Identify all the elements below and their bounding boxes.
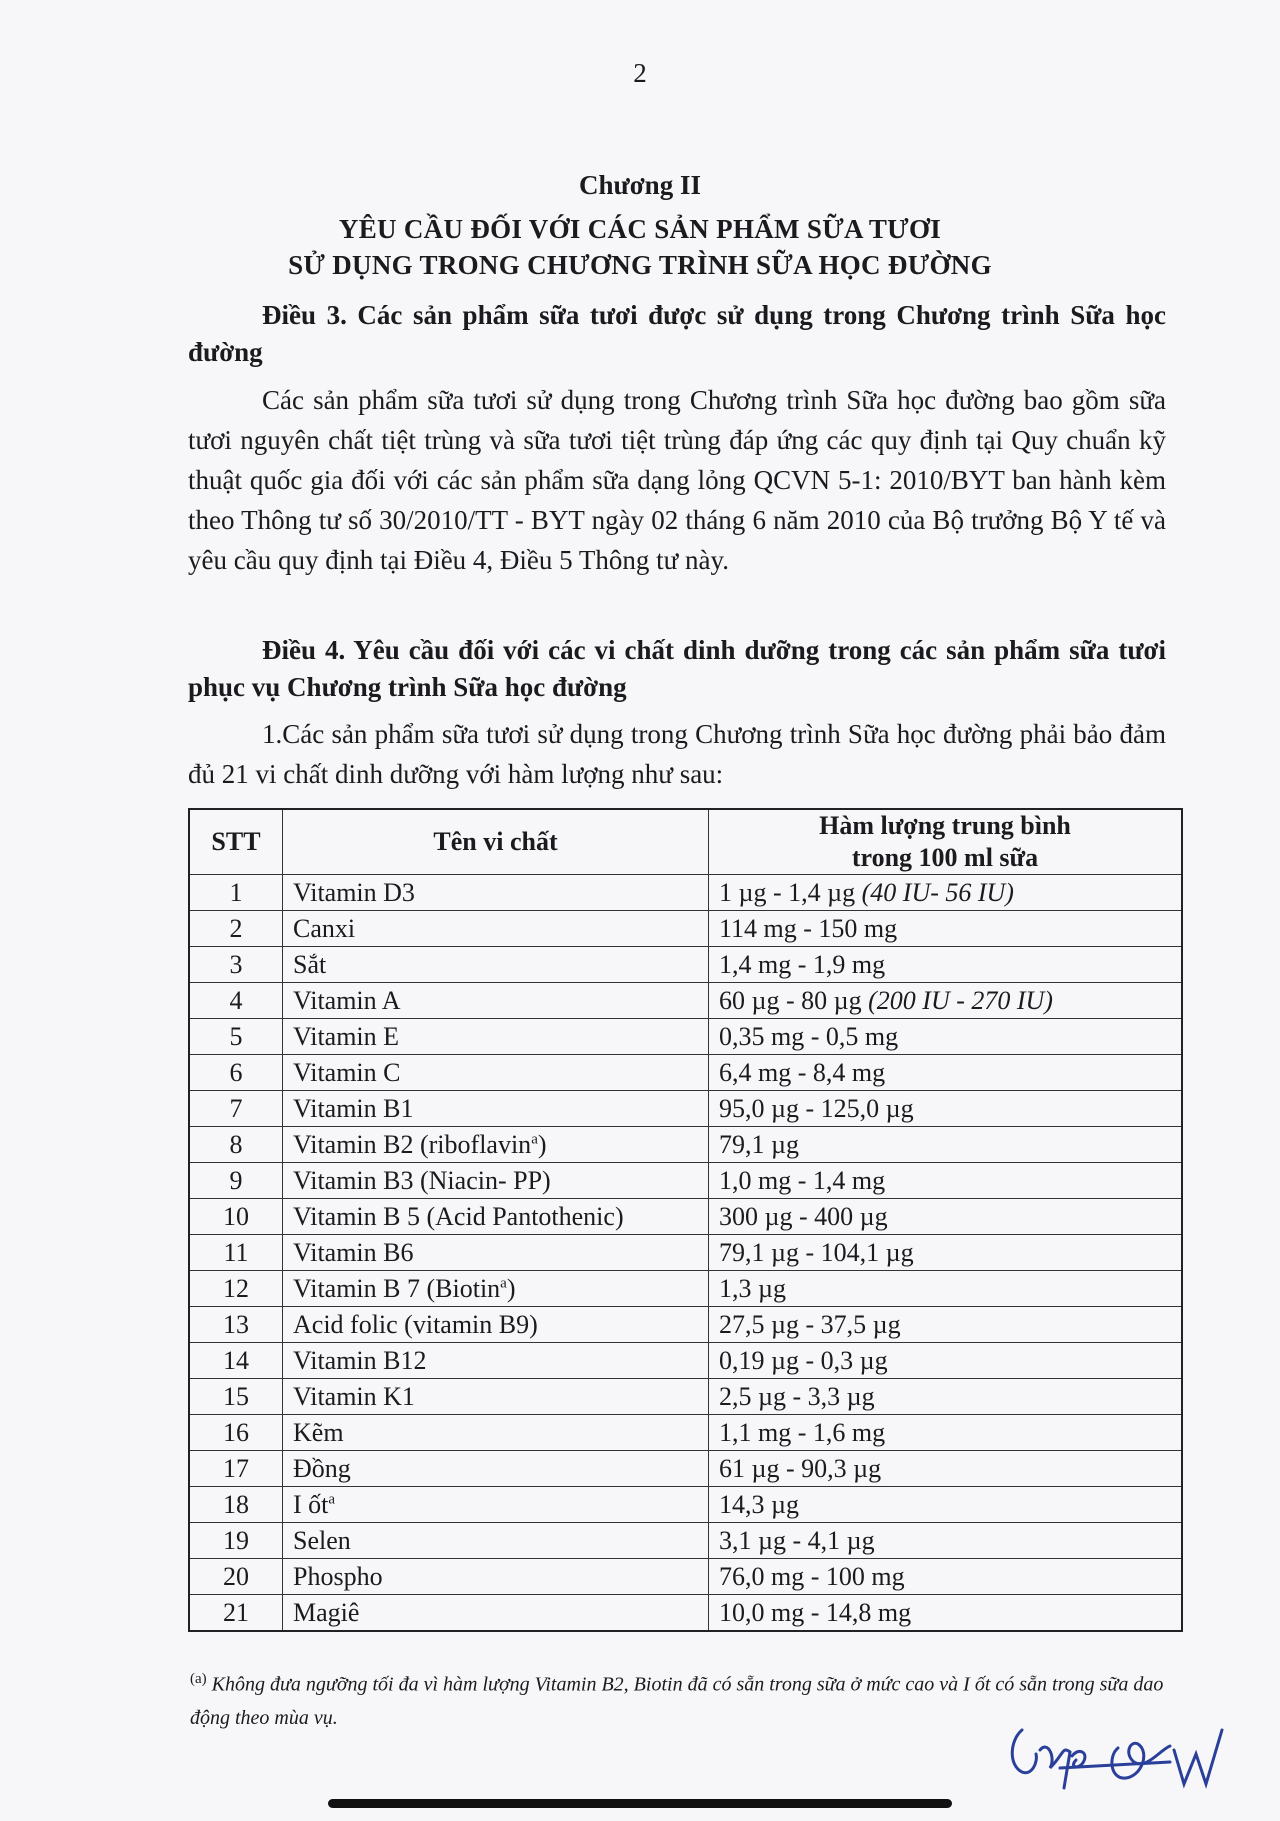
cell-name: [283, 1595, 709, 1632]
amount-iu: (40 IU- 56 IU): [861, 877, 1014, 907]
amount-value: 10,0 mg - 14,8 mg: [719, 1597, 912, 1627]
cell-stt: 15: [189, 1379, 283, 1415]
cell-stt: 3: [189, 947, 283, 983]
nutrient-name: Acid folic (vitamin B9): [293, 1309, 538, 1339]
cell-name: [283, 1055, 709, 1091]
header-name: Tên vi chất: [283, 809, 709, 875]
nutrient-name: Vitamin E: [293, 1021, 400, 1051]
amount-value: 6,4 mg - 8,4 mg: [719, 1057, 886, 1087]
nutrient-name: Sắt: [293, 949, 327, 979]
cell-name: [283, 1019, 709, 1055]
nutrient-name: Magiê: [293, 1597, 360, 1627]
cell-stt: 21: [189, 1595, 283, 1632]
amount-value: 114 mg - 150 mg: [719, 913, 898, 943]
amount-value: 1,1 mg - 1,6 mg: [719, 1417, 886, 1447]
nutrient-name: Đồng: [293, 1453, 351, 1483]
cell-stt: 12: [189, 1271, 283, 1307]
cell-amount: [709, 1271, 1183, 1307]
cell-name: [283, 1307, 709, 1343]
nutrient-name: Phospho: [293, 1561, 383, 1591]
nutrient-name-suffix: ): [537, 1129, 547, 1159]
table-row: [189, 1559, 1182, 1595]
chapter-heading: Chương II: [579, 170, 701, 200]
table-row: [189, 1127, 1182, 1163]
cell-amount: [709, 1343, 1183, 1379]
cell-name: [283, 1163, 709, 1199]
footnote-ref: a: [531, 1130, 538, 1147]
nutrient-name: Vitamin B2 (riboflavin: [293, 1129, 532, 1159]
table-row: [189, 1595, 1182, 1632]
cell-stt: 2: [189, 911, 283, 947]
article4-body: 1.Các sản phẩm sữa tươi sử dụng trong Chương trình Sữa học đường phải bảo đảm đủ 21 vi chất dinh dưỡng với hàm lượng như sau:: [188, 719, 1166, 789]
header-amount-line2: trong 100 ml sữa: [851, 843, 1039, 872]
amount-value: 1 µg - 1,4 µg: [719, 877, 856, 907]
nutrient-name: Vitamin B12: [293, 1345, 427, 1375]
cell-stt: 8: [189, 1127, 283, 1163]
header-amount: [709, 809, 1183, 875]
table-row: [189, 1379, 1182, 1415]
cell-stt: 1: [189, 875, 283, 911]
cell-stt: 14: [189, 1343, 283, 1379]
cell-name: [283, 1091, 709, 1127]
cell-amount: [709, 1019, 1183, 1055]
amount-value: 1,3 µg: [719, 1273, 786, 1303]
cell-name: [283, 1415, 709, 1451]
amount-value: 1,0 mg - 1,4 mg: [719, 1165, 886, 1195]
cell-stt: 16: [189, 1415, 283, 1451]
nutrient-name: I ốt: [293, 1489, 329, 1519]
nutrient-name: Vitamin B1: [293, 1093, 414, 1123]
amount-value: 2,5 µg - 3,3 µg: [719, 1381, 875, 1411]
amount-value: 76,0 mg - 100 mg: [719, 1561, 905, 1591]
amount-value: 0,35 mg - 0,5 mg: [719, 1021, 899, 1051]
cell-stt: 10: [189, 1199, 283, 1235]
cell-stt: 4: [189, 983, 283, 1019]
table-row: [189, 983, 1182, 1019]
table-row: [189, 1199, 1182, 1235]
cell-stt: 17: [189, 1451, 283, 1487]
cell-amount: [709, 1523, 1183, 1559]
cell-amount: [709, 1307, 1183, 1343]
cell-stt: 7: [189, 1091, 283, 1127]
cell-amount: [709, 947, 1183, 983]
table-row: [189, 1055, 1182, 1091]
chapter-title-line1: YÊU CẦU ĐỐI VỚI CÁC SẢN PHẨM SỮA TƯƠI: [338, 214, 942, 244]
cell-name: [283, 1235, 709, 1271]
handwritten-signature-icon: [1000, 1710, 1240, 1800]
nutrient-name: Selen: [293, 1525, 351, 1555]
cell-name: [283, 1451, 709, 1487]
cell-stt: 13: [189, 1307, 283, 1343]
cell-amount: [709, 1127, 1183, 1163]
table-row: [189, 1451, 1182, 1487]
table-row: [189, 1343, 1182, 1379]
footnote-ref: a: [500, 1274, 507, 1291]
cell-name: [283, 875, 709, 911]
nutrient-name: Vitamin D3: [293, 877, 415, 907]
page-number: 2: [633, 58, 647, 88]
amount-value: 60 µg - 80 µg: [719, 985, 862, 1015]
table-row: [189, 1415, 1182, 1451]
cell-name: [283, 1379, 709, 1415]
chapter-title-line2: SỬ DỤNG TRONG CHƯƠNG TRÌNH SỮA HỌC ĐƯỜNG: [288, 250, 992, 280]
cell-amount: [709, 1055, 1183, 1091]
amount-value: 0,19 µg - 0,3 µg: [719, 1345, 888, 1375]
amount-value: 95,0 µg - 125,0 µg: [719, 1093, 914, 1123]
table-row: [189, 1235, 1182, 1271]
cell-name: [283, 1487, 709, 1523]
cell-name: [283, 983, 709, 1019]
cell-amount: [709, 1163, 1183, 1199]
footnote-mark: (a): [190, 1671, 207, 1687]
table-body: [189, 875, 1182, 1632]
cell-amount: [709, 1379, 1183, 1415]
cell-amount: [709, 1451, 1183, 1487]
nutrient-name: Vitamin B3 (Niacin- PP): [293, 1165, 551, 1195]
header-stt: STT: [189, 809, 283, 875]
table-header-row: [189, 809, 1182, 875]
cell-stt: 11: [189, 1235, 283, 1271]
table-row: [189, 911, 1182, 947]
home-indicator-bar: [328, 1799, 952, 1808]
cell-name: [283, 947, 709, 983]
header-amount-line1: Hàm lượng trung bình: [819, 811, 1071, 840]
table-row: [189, 1091, 1182, 1127]
amount-value: 61 µg - 90,3 µg: [719, 1453, 882, 1483]
cell-stt: 20: [189, 1559, 283, 1595]
amount-value: 14,3 µg: [719, 1489, 799, 1519]
table-row: [189, 1019, 1182, 1055]
cell-amount: [709, 1199, 1183, 1235]
table-row: [189, 1163, 1182, 1199]
nutrient-name: Kẽm: [293, 1417, 344, 1447]
table-row: [189, 875, 1182, 911]
cell-name: [283, 911, 709, 947]
cell-amount: [709, 1487, 1183, 1523]
amount-value: 3,1 µg - 4,1 µg: [719, 1525, 875, 1555]
amount-value: 79,1 µg - 104,1 µg: [719, 1237, 914, 1267]
amount-value: 79,1 µg: [719, 1129, 799, 1159]
cell-name: [283, 1127, 709, 1163]
table-row: [189, 1523, 1182, 1559]
amount-value: 300 µg - 400 µg: [719, 1201, 888, 1231]
cell-name: [283, 1343, 709, 1379]
nutrient-name: Vitamin C: [293, 1057, 401, 1087]
cell-name: [283, 1559, 709, 1595]
nutrient-name: Vitamin B6: [293, 1237, 414, 1267]
nutrient-name: Vitamin B 7 (Biotin: [293, 1273, 501, 1303]
amount-value: 1,4 mg - 1,9 mg: [719, 949, 886, 979]
nutrient-name: Vitamin A: [293, 985, 401, 1015]
article4-heading: Điều 4. Yêu cầu đối với các vi chất dinh dưỡng trong các sản phẩm sữa tươi phục vụ Chương trình Sữa học đường: [188, 635, 1166, 702]
article3-heading: Điều 3. Các sản phẩm sữa tươi được sử dụng trong Chương trình Sữa học đường: [188, 300, 1166, 367]
cell-name: [283, 1523, 709, 1559]
nutrient-name: Canxi: [293, 913, 356, 943]
cell-amount: [709, 1415, 1183, 1451]
nutrient-name: Vitamin K1: [293, 1381, 415, 1411]
nutrient-name: Vitamin B 5 (Acid Pantothenic): [293, 1201, 624, 1231]
article3-body: Các sản phẩm sữa tươi sử dụng trong Chương trình Sữa học đường bao gồm sữa tươi nguyên chất tiệt trùng và sữa tươi tiệt trùng đáp ứng các quy định tại Quy chuẩn kỹ thuật quốc gia đối với các sản phẩm sữa dạng lỏng QCVN 5-1: 2010/BYT ban hành kèm theo Thông tư số 30/2010/TT - BYT ngày 02 tháng 6 năm 2010 của Bộ trưởng Bộ Y tế và yêu cầu quy định tại Điều 4, Điều 5 Thông tư này.: [188, 385, 1166, 575]
table-row: [189, 947, 1182, 983]
table-row: [189, 1307, 1182, 1343]
nutrient-name-suffix: ): [506, 1273, 516, 1303]
amount-value: 27,5 µg - 37,5 µg: [719, 1309, 901, 1339]
cell-amount: [709, 1091, 1183, 1127]
cell-stt: 19: [189, 1523, 283, 1559]
footnote-text: Không đưa ngưỡng tối đa vì hàm lượng Vitamin B2, Biotin đã có sẵn trong sữa ở mức cao và I ốt có sẵn trong sữa dao động theo mùa vụ.: [190, 1673, 1164, 1729]
nutrient-table: [188, 808, 1183, 1632]
cell-stt: 5: [189, 1019, 283, 1055]
cell-name: [283, 1199, 709, 1235]
amount-iu: (200 IU - 270 IU): [868, 985, 1053, 1015]
table-row: [189, 1271, 1182, 1307]
cell-amount: [709, 1235, 1183, 1271]
cell-stt: 6: [189, 1055, 283, 1091]
footnote-ref: a: [328, 1490, 336, 1507]
cell-amount: [709, 1559, 1183, 1595]
cell-amount: [709, 1595, 1183, 1632]
cell-name: [283, 1271, 709, 1307]
cell-amount: [709, 983, 1183, 1019]
cell-stt: 9: [189, 1163, 283, 1199]
cell-amount: [709, 875, 1183, 911]
cell-stt: 18: [189, 1487, 283, 1523]
cell-amount: [709, 911, 1183, 947]
table-row: [189, 1487, 1182, 1523]
